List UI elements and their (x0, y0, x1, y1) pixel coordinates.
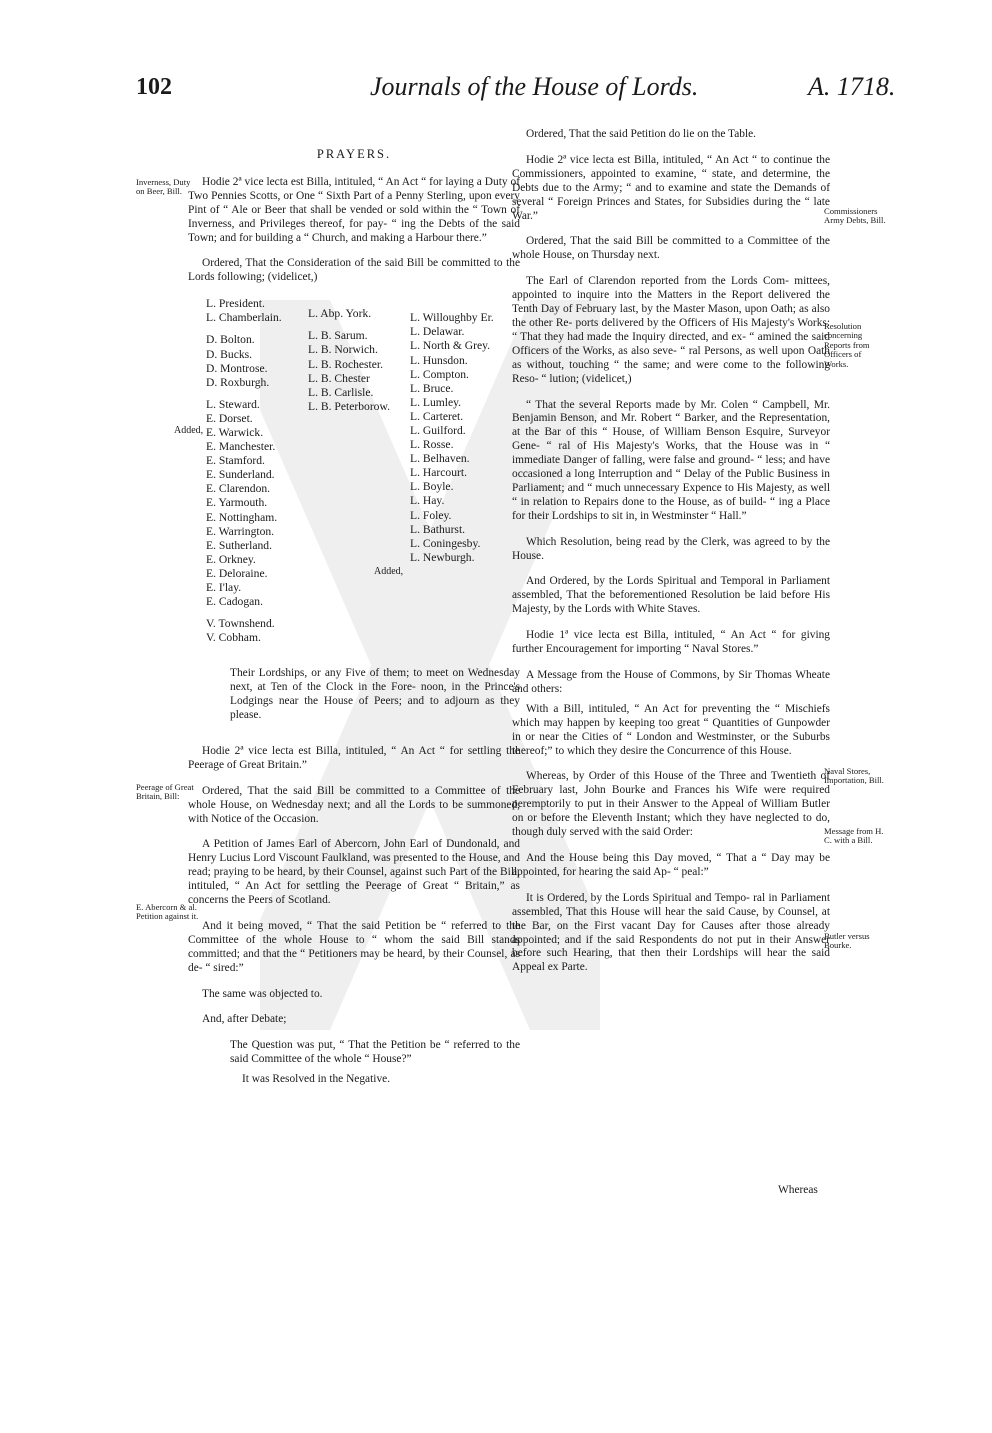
lord-name: E. Deloraine. (206, 566, 268, 580)
lord-name: L. Guilford. (410, 424, 466, 437)
lord-name: D. Bolton. (206, 333, 255, 347)
catchword: Whereas (778, 1184, 818, 1196)
after-debate: And, after Debate; (202, 1013, 287, 1026)
lord-name: L. Hay. (410, 494, 445, 508)
lord-name: D. Bucks. (206, 347, 253, 361)
peerage-committee-order: Ordered, That the said Bill be committed to a Committee of the whole House, on Wednesday next; and all the Lords to be summoned, with Notice of the Occasion. (188, 784, 520, 825)
lord-name: L. B. Rochester. (308, 357, 384, 371)
resolution-agreed: Which Resolution, being read by the Clerk, was agreed to by the House. (512, 535, 830, 562)
lord-name: L. Delawar. (410, 325, 465, 339)
added-note-right: Added, (374, 566, 404, 578)
lord-name: L. Abp. York. (308, 307, 372, 321)
lord-name: L. Steward. (206, 397, 260, 411)
lord-name: E. Warwick. (206, 426, 264, 439)
lord-name: D. Roxburgh. (206, 375, 270, 389)
lord-name: E. Cadogan. (206, 595, 263, 609)
lord-name: D. Montrose. (206, 361, 268, 375)
lord-name: L. Compton. (410, 367, 469, 381)
lord-name: L. President. (206, 297, 265, 311)
abercorn-petition: A Petition of James Earl of Abercorn, John Earl of Dundonald, and Henry Lucius Lord Viscount Faulkland, was presented to the House, and read; praying to be heard, by their Counsel, against such Part of the Bill, intituled, “ An Act for settling the Peerage of Great “ Britain,” as concerns the Peers of Scotland. (188, 838, 520, 907)
objection: The same was objected to. (202, 987, 323, 1000)
margin-note-butler: Butler versus Bourke. (824, 931, 870, 951)
lord-name: E. Sunderland. (206, 468, 275, 482)
left-column (174, 126, 520, 1099)
margin-note-abercorn: E. Abercorn & al. Petition against it. (136, 902, 199, 922)
lord-name: L. B. Chester (308, 371, 370, 385)
lords-column-3 (410, 311, 494, 565)
hearing-motion: And the House being this Day moved, “ That a “ Day may be appointed, for hearing the said Ap- “ peal:” (512, 851, 830, 878)
clarendon-report: The Earl of Clarendon reported from the Lords Com- mittees, appointed to inquire into the Matters in the Report delivered the Tenth Day of February last, by the Master Mason, upon Oath; as also the other Re- ports delivered by the Officers of His Majesty's Works: “ That they had made the Inquiry directed, and ex- “ amined the said Officers of the Works, as also seve- “ ral Persons, as well upon Oath as without, touching “ the same; and were come to the following Reso- “ lution; (videlicet,) (512, 275, 830, 385)
committee-lords-list (174, 297, 520, 647)
margin-note-resolution: Resolution concerning Reports from Officers of Works. (824, 321, 870, 369)
petition-motion: And it being moved, “ That the said Petition be “ referred to the Committee of the whole House to “ whom the said Bill stands committed; and that the “ Petitioners may be heard, by their Counsel, as de- “ sired:” (188, 919, 520, 974)
lord-name: L. Chamberlain. (206, 311, 282, 325)
lord-name: L. Lumley. (410, 395, 462, 409)
lord-name: L. Rosse. (410, 438, 454, 452)
page-year: A. 1718. (808, 72, 896, 101)
lord-name: L. Newburgh. (410, 550, 475, 564)
list-gap (206, 325, 282, 333)
lords-column-2 (308, 307, 390, 414)
lord-name: E. Nottingham. (206, 510, 278, 524)
lord-name: L. Belhaven. (410, 452, 470, 466)
lord-name: L. Hunsdon. (410, 353, 468, 367)
lord-name: E. Warrington. (206, 524, 275, 538)
lord-name: L. B. Norwich. (308, 343, 378, 357)
lord-name: E. I'lay. (206, 581, 242, 595)
right-column (512, 128, 830, 987)
bourke-appeal-order: Whereas, by Order of this House of the Three and Twentieth of February last, John Bourke and Frances his Wife were required peremptorily to put in their Answer to the Appeal of William Butler on or before the Eleventh Instant; which they have neglected to do, though duly served with the said Order: (512, 770, 830, 839)
list-gap (206, 390, 282, 398)
gunpowder-bill: With a Bill, intituled, “ An Act for preventing the “ Mischiefs which may happen by keeping too great “ Quantities of Gunpowder in or near the Cities of “ London and Westminster, or the Suburbs thereof;” to which they desire the Concurrence of this House. (512, 702, 830, 757)
commons-message: A Message from the House of Commons, by Sir Thomas Wheate and others: (512, 669, 830, 695)
army-debts-bill-reading: Hodie 2ª vice lecta est Billa, intituled, “ An Act “ to continue the Commissioners, appointed to examine, “ state, and determine, the Debts due to the Army; “ and to examine and state the Demands of several “ Foreign Princes and States, for Subsidies during the “ late War.” (512, 153, 830, 222)
resolved-negative: It was Resolved in the Negative. (242, 1073, 391, 1086)
page-header (0, 66, 992, 106)
lord-name: L. B. Sarum. (308, 329, 368, 343)
lord-name: E. Orkney. (206, 552, 256, 566)
lord-name: L. B. Peterborow. (308, 399, 390, 413)
resolution-laid-before-majesty: And Ordered, by the Lords Spiritual and Temporal in Parliament assembled, That the beforementioned Resolution be laid before His Majesty, by the Lords with White Staves. (512, 575, 830, 616)
lord-name: E. Manchester. (206, 440, 276, 454)
lord-name: V. Townshend. (206, 617, 275, 631)
margin-note-peerage: Peerage of Great Britain, Bill: (136, 782, 194, 802)
list-gap (206, 609, 282, 617)
lords-column-1 (206, 297, 282, 645)
works-resolution: “ That the several Reports made by Mr. Colen “ Campbell, Mr. Benjamin Benson, and Mr. Robert “ Barker, and the Representation, at the Bar of this “ House, of William Benson Esquire, Surveyor Gene- “ ral of His Majesty's Works, that the House was in “ immediate Danger of falling, were false and ground- “ less; and have occasioned a long Interruption and “ Delay of the Public Business in Parliament; and “ much unnecessary Expence to His Majesty, as well “ in relation to Repairs done to the House, as of build- “ ing a Place for their Lordships to sit in, in Westminster “ Hall.” (512, 398, 830, 522)
lord-name: L. Foley. (410, 508, 452, 522)
inverness-committee-order: Ordered, That the Consideration of the said Bill be committed to the Lords following; (videlicet,) (188, 257, 520, 284)
committee-meeting: Their Lordships, or any Five of them; to meet on Wednesday next, at Ten of the Clock in the Fore- noon, in the Prince's Lodgings near the House of Peers; and to adjourn as they please. (230, 667, 520, 721)
margin-note-message: Message from H. C. with a Bill. (824, 826, 884, 846)
lord-name: E. Sutherland. (206, 538, 273, 552)
hearing-order: It is Ordered, by the Lords Spiritual and Tempo- ral in Parliament assembled, That this House will hear the said Cause, by Counsel, at the Bar, on the First vacant Day for Causes after those already appointed; and if the said Respondents do not put in their Answer before such Hearing, that then their Lordships will hear the said Appeal ex Parte. (512, 891, 830, 974)
added-note-left: Added, (174, 425, 204, 437)
lord-name: L. Coningesby. (410, 536, 481, 550)
prayers-heading: PRAYERS. (316, 147, 392, 161)
lord-name: L. Carteret. (410, 409, 464, 423)
margin-note-naval-stores: Naval Stores, Importation, Bill. (824, 766, 884, 786)
question-put: The Question was put, “ That the Petition be “ referred to the said Committee of the whole “ House?” (230, 1039, 520, 1066)
list-gap (308, 321, 390, 329)
lord-name: E. Yarmouth. (206, 496, 268, 510)
naval-stores-bill-reading: Hodie 1ª vice lecta est Billa, intituled, “ An Act “ for giving further Encouragement for importing “ Naval Stores.” (512, 629, 830, 656)
lord-name: L. Willoughby Er. (410, 311, 494, 325)
lord-name: L. Bathurst. (410, 522, 466, 536)
page-number: 102 (136, 74, 172, 100)
lord-name: E. Dorset. (206, 411, 253, 425)
army-committee-order: Ordered, That the said Bill be committed to a Committee of the whole House, on Thursday next. (512, 235, 830, 262)
lord-name: L. Bruce. (410, 381, 454, 395)
lord-name: L. Harcourt. (410, 466, 467, 480)
journal-title: Journals of the House of Lords. (370, 72, 699, 101)
lord-name: L. North & Grey. (410, 339, 491, 353)
lord-name: L. B. Carlisle. (308, 385, 374, 399)
lord-name: E. Stamford. (206, 454, 265, 468)
lord-name: E. Clarendon. (206, 482, 271, 496)
margin-note-army-debts: Commissioners Army Debts, Bill. (824, 206, 886, 226)
peerage-bill-reading: Hodie 2ª vice lecta est Billa, intituled, “ An Act “ for settling the Peerage of Great Britain.” (188, 744, 520, 771)
lord-name: L. Boyle. (410, 480, 454, 494)
lord-name: V. Cobham. (206, 631, 261, 645)
petition-lie-on-table: Ordered, That the said Petition do lie on the Table. (526, 128, 757, 140)
inverness-bill-reading: Hodie 2ª vice lecta est Billa, intituled, “ An Act “ for laying a Duty of Two Pennies Scotts, or One “ Sixth Part of a Penny Sterling, upon every Pint of “ Ale or Beer that shall be vended or sold within the “ Town of Inverness, and Privileges thereof, for pay- “ ing the Debts of the said Town; and for building a “ Church, and making a Harbour there.” (188, 175, 520, 244)
margin-note-inverness: Inverness, Duty on Beer, Bill. (136, 177, 191, 197)
